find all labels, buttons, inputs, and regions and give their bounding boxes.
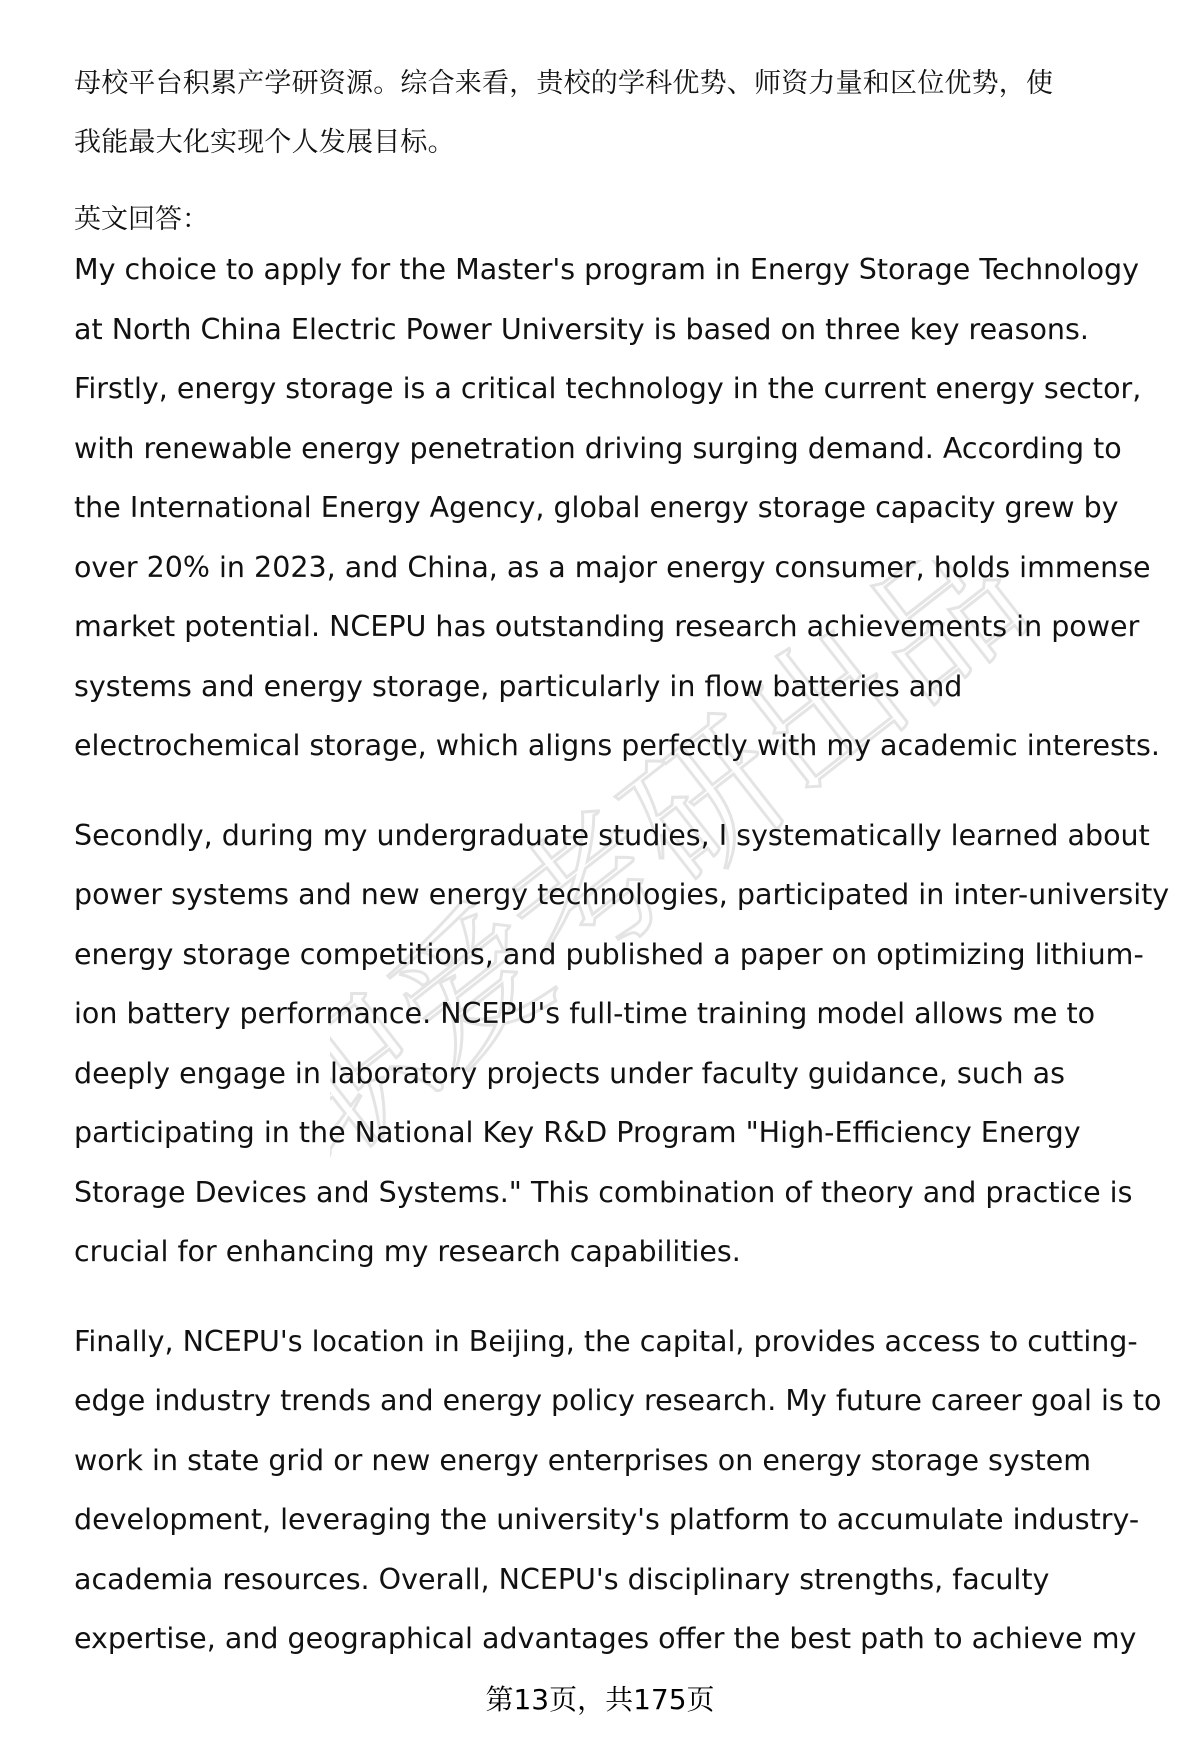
text-line: energy storage competitions, and published a paper on optimizing lithium- — [74, 937, 1144, 971]
chinese-text-line: 母校平台积累产学研资源。综合来看，贵校的学科优势、师资力量和区位优势，使 — [74, 68, 1054, 99]
text-line: work in state grid or new energy enterprises on energy storage system — [74, 1443, 1092, 1477]
page-number-footer: 第13页，共175页 — [485, 1683, 715, 1716]
document-body — [74, 54, 1172, 1669]
paragraph-reason-3 — [74, 1312, 1172, 1669]
text-line: Secondly, during my undergraduate studies, I systematically learned about — [74, 818, 1150, 852]
watermark-text: 职爱考研出品 — [330, 560, 1030, 1180]
text-line: academia resources. Overall, NCEPU's disciplinary strengths, faculty — [74, 1562, 1050, 1596]
text-line: over 20% in 2023, and China, as a major energy consumer, holds immense — [74, 550, 1151, 584]
paragraph-reason-1 — [74, 240, 1172, 776]
text-line: systems and energy storage, particularly in flow batteries and — [74, 669, 963, 703]
text-line: at North China Electric Power University is based on three key reasons. — [74, 312, 1089, 346]
text-line: edge industry trends and energy policy research. My future career goal is to — [74, 1384, 1162, 1417]
text-line: participating in the National Key R&D Program "High-Efficiency Energy — [74, 1116, 1081, 1149]
text-line: with renewable energy penetration driving surging demand. According to — [74, 431, 1122, 465]
text-line: expertise, and geographical advantages offer the best path to achieve my — [74, 1622, 1137, 1655]
text-line: ion battery performance. NCEPU's full-time training model allows me to — [74, 997, 1096, 1030]
text-line: power systems and new energy technologies, participated in inter-university — [74, 878, 1170, 911]
chinese-text-line: 我能最大化实现个人发展目标。 — [74, 127, 455, 158]
text-line: development, leveraging the university's platform to accumulate industry- — [74, 1503, 1140, 1536]
text-line: deeply engage in laboratory projects under faculty guidance, such as — [74, 1056, 1065, 1090]
paragraph-reason-2 — [74, 806, 1172, 1282]
text-line: market potential. NCEPU has outstanding research achievements in power — [74, 610, 1140, 643]
text-line: electrochemical storage, which aligns perfectly with my academic interests. — [74, 729, 1160, 762]
text-line: My choice to apply for the Master's program in Energy Storage Technology — [74, 253, 1139, 286]
text-line: the International Energy Agency, global energy storage capacity grew by — [74, 491, 1119, 524]
text-line: crucial for enhancing my research capabilities. — [74, 1235, 741, 1268]
text-line: Storage Devices and Systems." This combination of theory and practice is — [74, 1175, 1133, 1209]
english-answer-label: 英文回答： — [74, 204, 209, 235]
text-line: Finally, NCEPU's location in Beijing, the capital, provides access to cutting- — [74, 1324, 1138, 1358]
text-line: Firstly, energy storage is a critical technology in the current energy sector, — [74, 372, 1142, 405]
